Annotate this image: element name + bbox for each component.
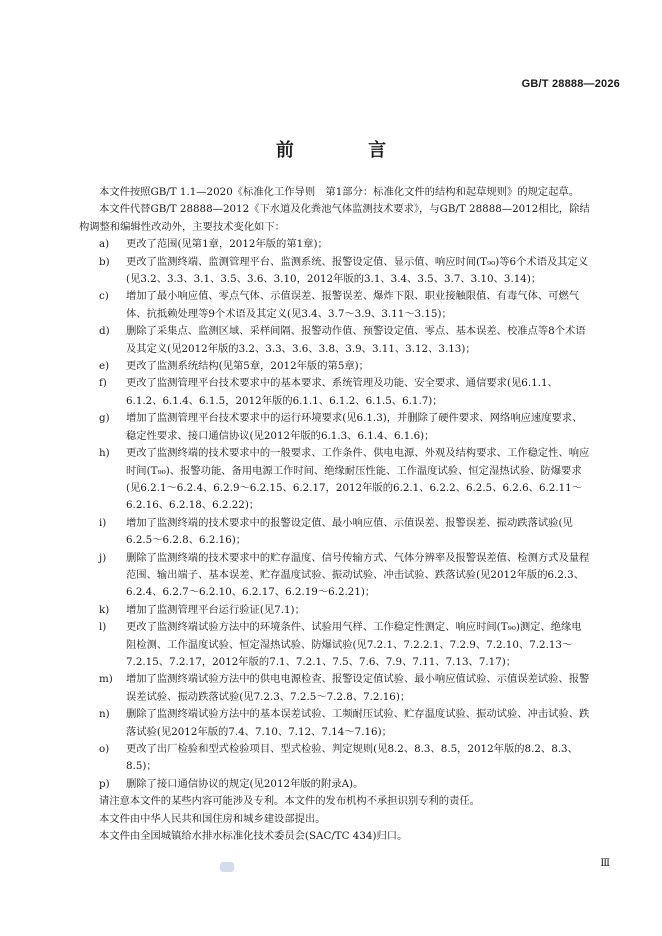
- list-item-text: 更改了监测终端试验方法中的环境条件、试验用气样、工作稳定性测定、响应时间(T₉₀)测定、绝缘电阻检测、工作温度试验、恒定湿热试验、防爆试验(见7.2.1、7.2.2.1、7.2.9、7.2.10、7.2.13～7.2.15、7.2.17，2012年版的7.1、7.2.1、7.5、7.6、7.9、7.11、7.13、7.17)；: [126, 621, 582, 668]
- list-item: [79, 706, 591, 741]
- list-item: [79, 619, 591, 671]
- list-item-text: 更改了监测系统结构(见第5章，2012年版的第5章)；: [126, 360, 369, 373]
- list-item-text: 更改了范围(见第1章，2012年版的第1章)；: [126, 238, 328, 251]
- page-title: 前 言: [275, 140, 421, 161]
- list-item: [79, 550, 591, 602]
- list-item-marker: b): [99, 255, 110, 268]
- list-item-text: 增加了监测管理平台技术要求中的运行环境要求(见6.1.3)，并删除了硬件要求、网络响应速度要求、稳定性要求、接口通信协议(见2012年版的6.1.3、6.1.4、6.1.6)；: [126, 412, 583, 442]
- list-item-marker: m): [99, 673, 113, 686]
- page-number: Ⅲ: [600, 858, 610, 869]
- list-item-marker: c): [99, 290, 109, 303]
- list-item-text: 删除了监测终端试验方法中的基本误差试验、工频耐压试验、贮存温度试验、振动试验、冲击试验、跌落试验(见2012年版的7.4、7.10、7.12、7.14～7.16)；: [126, 708, 590, 738]
- list-item-marker: n): [99, 708, 110, 721]
- list-item-marker: f): [99, 377, 107, 390]
- list-item-text: 删除了采集点、监测区域、采样间隔、报警动作值、预警设定值、零点、基本误差、校准点等8个术语及其定义(见2012年版的3.2、3.3、3.6、3.8、3.9、3.11、3.12、3.13)；: [126, 325, 586, 355]
- list-item-marker: l): [99, 621, 107, 634]
- list-item-marker: h): [99, 447, 110, 460]
- list-item-text: 更改了监测终端、监测管理平台、监测系统、报警设定值、显示值、响应时间(T₉₀)等6个术语及其定义(见3.2、3.3、3.1、3.5、3.6、3.10，2012年版的3.1、3.4、3.5、3.7、3.10、3.14)；: [126, 255, 589, 286]
- list-item-text: 删除了接口通信协议的规定(见2012年版的附录A)。: [126, 777, 364, 790]
- list-item: [79, 741, 591, 776]
- list-item-marker: e): [99, 360, 110, 373]
- list-item: [79, 671, 591, 706]
- standard-code: GB/T 28888—2026: [521, 78, 620, 90]
- list-item-marker: a): [99, 238, 110, 251]
- list-item: [79, 254, 591, 289]
- list-item: [79, 602, 591, 619]
- list-item-marker: i): [99, 516, 107, 529]
- list-item-marker: p): [99, 777, 110, 790]
- closing-paragraph: 请注意本文件的某些内容可能涉及专利。本文件的发布机构不承担识别专利的责任。: [99, 795, 480, 808]
- list-item-text: 增加了监测终端试验方法中的供电电源检查、报警设定值试验、最小响应值试验、示值误差试验、报警误差试验、振动跌落试验(见7.2.3、7.2.5～7.2.8、7.2.16)；: [126, 673, 590, 703]
- closing-paragraph: 本文件由中华人民共和国住房和城乡建设部提出。: [99, 812, 326, 825]
- list-item: [79, 323, 591, 358]
- intro-paragraph: 本文件代替GB/T 28888—2012《下水道及化粪池气体监测技术要求》，与GB/T 28888—2012相比，除结构调整和编辑性改动外，主要技术变化如下：: [79, 203, 590, 233]
- list-item-text: 增加了监测终端的技术要求中的报警设定值、最小响应值、示值误差、报警误差、振动跌落试验(见6.2.5～6.2.8、6.2.16)；: [126, 516, 573, 547]
- list-item: [79, 515, 591, 550]
- list-item-text: 增加了监测管理平台运行验证(见7.1)；: [126, 603, 305, 616]
- list-item: [79, 236, 591, 253]
- list-item-marker: j): [99, 551, 107, 564]
- sac-logo: [220, 862, 234, 872]
- list-item-text: 更改了监测管理平台技术要求中的基本要求、系统管理及功能、安全要求、通信要求(见6.1.1、6.1.2、6.1.4、6.1.5，2012年版的6.1.1、6.1.2、6.1.5、6.1.7)；: [126, 377, 558, 407]
- list-item: [79, 445, 591, 515]
- list-item-marker: o): [99, 743, 110, 755]
- list-item-marker: g): [99, 412, 110, 425]
- list-item: [79, 358, 591, 375]
- document-body: [79, 184, 591, 845]
- list-item-text: 更改了监测终端的技术要求中的一般要求、工作条件、供电电源、外观及结构要求、工作稳定性、响应时间(T₉₀)、报警功能、备用电源工作时间、绝缘耐压性能、工作温度试验、恒定湿热试验、防爆要求(见6.2.1～6.2.4、6.2.9～6.2.15、6.2.17，2012年版的6.2.1、6.2.2、6.2.5、6.2.6、6.2.11～6.2.16、6.2.18、6.2.22)；: [126, 447, 590, 512]
- list-item-marker: k): [99, 603, 110, 616]
- list-item-marker: d): [99, 325, 110, 338]
- list-item-text: 更改了出厂检验和型式检验项目、型式检验、判定规则(见8.2、8.3、8.5，2012年版的8.2、8.3、8.5)；: [126, 743, 578, 773]
- list-item: [79, 410, 591, 445]
- closing-paragraph: 本文件由全国城镇给水排水标准化技术委员会(SAC/TC 434)归口。: [99, 830, 408, 843]
- change-list: [79, 236, 591, 793]
- list-item: [79, 776, 591, 793]
- list-item-text: 删除了监测终端的技术要求中的贮存温度、信号传输方式、气体分辨率及报警误差值、检测方式及量程范围、输出端子、基本误差、贮存温度试验、振动试验、冲击试验、跌落试验(见2012年版的6.2.3、6.2.4、6.2.7～6.2.10、6.2.17、6.2.19～6.2.21)；: [126, 551, 590, 599]
- list-item: [79, 375, 591, 410]
- list-item-text: 增加了最小响应值、零点气体、示值误差、报警误差、爆炸下限、职业接触限值、有毒气体、可燃气体、抗抵赖处理等9个术语及其定义(见3.4、3.7～3.9、3.11～3.15)；: [126, 290, 580, 320]
- list-item: [79, 288, 591, 323]
- intro-paragraph: 本文件按照GB/T 1.1—2020《标准化工作导则 第1部分：标准化文件的结构和起草规则》的规定起草。: [99, 186, 580, 198]
